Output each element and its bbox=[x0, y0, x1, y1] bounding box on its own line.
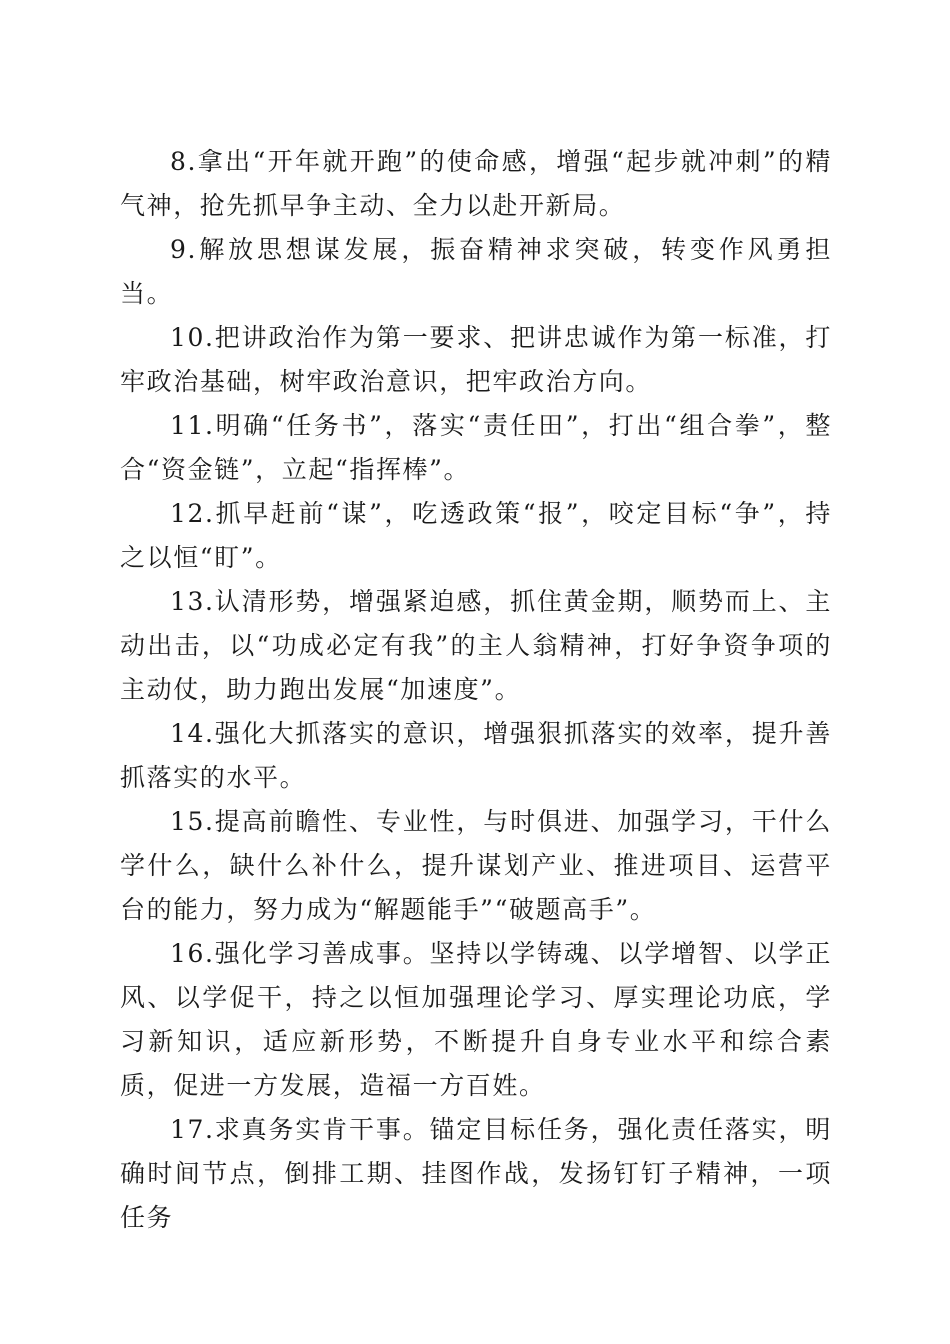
document-body bbox=[120, 140, 832, 1240]
paragraph-15: 15.提高前瞻性、专业性，与时俱进、加强学习，干什么学什么，缺什么补什么，提升谋划产业、推进项目、运营平台的能力，努力成为“解题能手”“破题高手”。 bbox=[120, 807, 832, 924]
paragraph-16: 16.强化学习善成事。坚持以学铸魂、以学增智、以学正风、以学促干，持之以恒加强理论学习、厚实理论功底，学习新知识，适应新形势，不断提升自身专业水平和综合素质，促进一方发展，造福一方百姓。 bbox=[120, 939, 832, 1100]
paragraph-14: 14.强化大抓落实的意识，增强狠抓落实的效率，提升善抓落实的水平。 bbox=[120, 719, 832, 792]
paragraph-17: 17.求真务实肯干事。锚定目标任务，强化责任落实，明确时间节点，倒排工期、挂图作战，发扬钉钉子精神，一项任务 bbox=[120, 1115, 832, 1232]
paragraph-11: 11.明确“任务书”，落实“责任田”，打出“组合拳”，整合“资金链”，立起“指挥棒”。 bbox=[120, 411, 832, 484]
paragraph-8: 8.拿出“开年就开跑”的使命感，增强“起步就冲刺”的精气神，抢先抓早争主动、全力以赴开新局。 bbox=[120, 147, 832, 220]
paragraph-12: 12.抓早赶前“谋”，吃透政策“报”，咬定目标“争”，持之以恒“盯”。 bbox=[120, 499, 832, 572]
paragraph-9: 9.解放思想谋发展，振奋精神求突破，转变作风勇担当。 bbox=[120, 235, 832, 308]
paragraph-10: 10.把讲政治作为第一要求、把讲忠诚作为第一标准，打牢政治基础，树牢政治意识，把牢政治方向。 bbox=[120, 323, 832, 396]
paragraph-13: 13.认清形势，增强紧迫感，抓住黄金期，顺势而上、主动出击，以“功成必定有我”的主人翁精神，打好争资争项的主动仗，助力跑出发展“加速度”。 bbox=[120, 587, 832, 704]
